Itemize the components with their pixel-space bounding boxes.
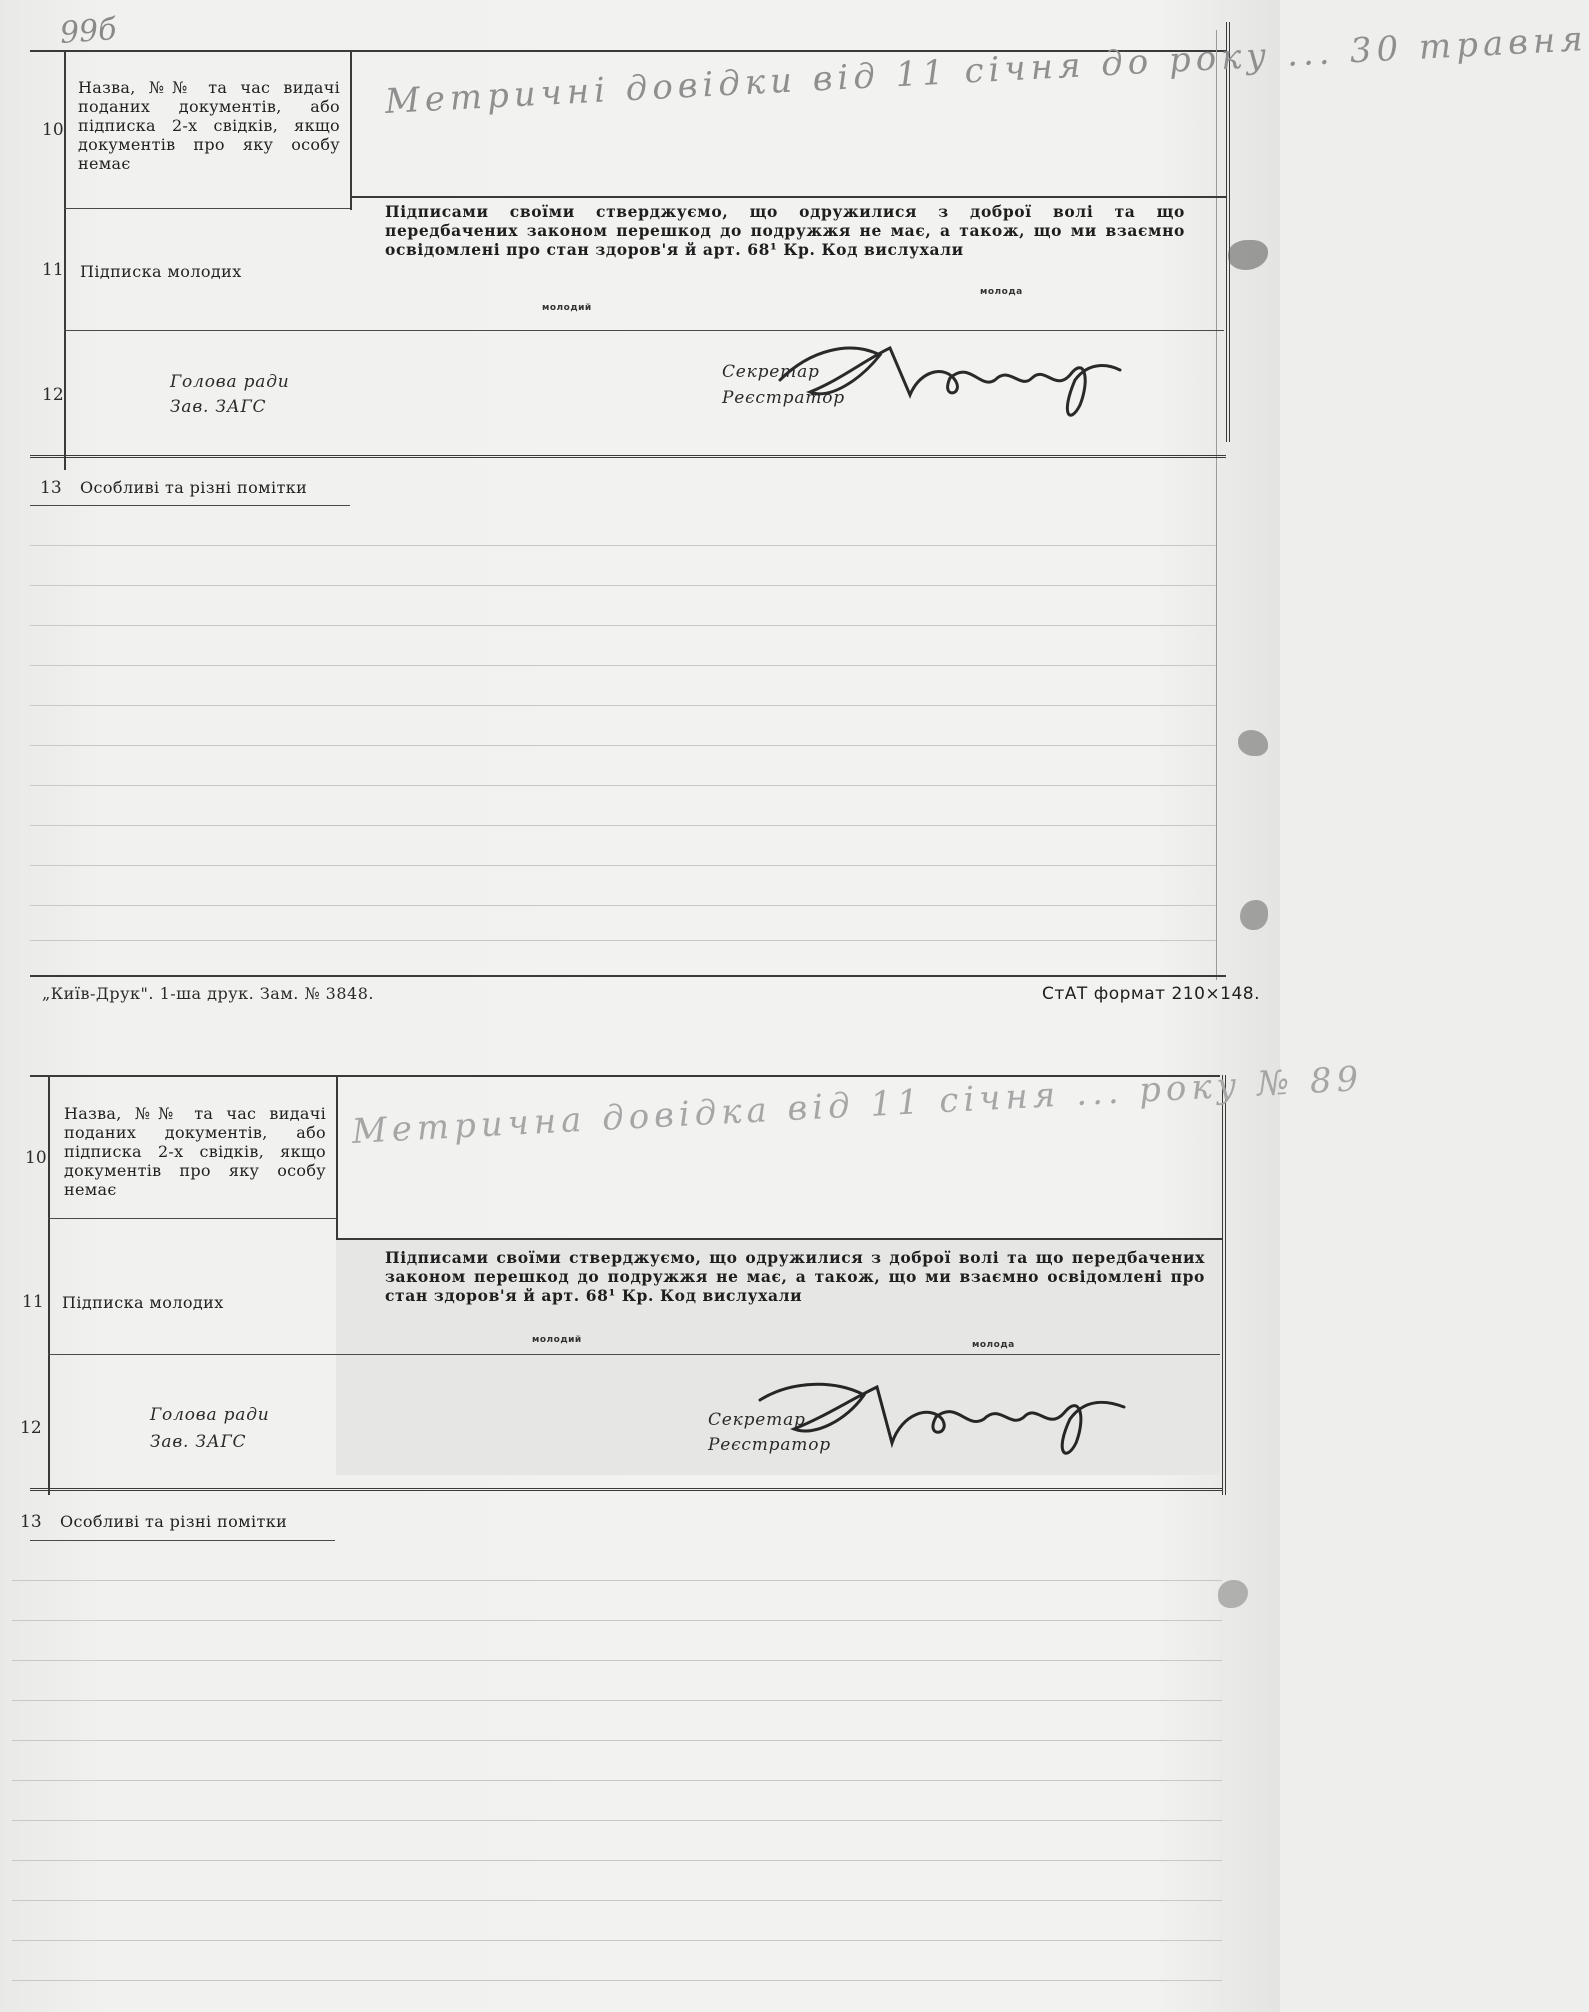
ruled-line [30,785,1216,786]
ruled-line [12,1940,1222,1941]
ruled-line [12,1780,1222,1781]
ruled-line [30,585,1216,586]
notes-underline [30,505,350,506]
notes-underline [30,1540,335,1541]
registrar-label: Реєстратор [722,388,845,408]
printer-imprint: „Київ-Друк". 1-ша друк. Зам. № 3848. [42,984,374,1003]
right-border [1222,1075,1226,1495]
ruled-line [12,1900,1222,1901]
row-number: 10 [42,120,64,140]
ruled-line [30,940,1216,941]
documents-handwritten: Метрична довідка від 11 січня ... року № 89 [350,1059,1365,1152]
documents-label: Назва, №№ та час видачі поданих документів, або підписка 2-х свідків, якщо документів про яку особу немає [64,1104,326,1199]
label-column-line [336,1075,338,1245]
torn-edge-mark [1238,730,1268,756]
right-border [1226,22,1230,442]
signature-of-spouses-label: Підписка молодих [80,262,242,281]
secretary-label: Секретар [722,362,820,382]
ruled-line [12,1700,1222,1701]
signature-of-spouses-label: Підписка молодих [62,1293,224,1312]
ruled-line [12,1620,1222,1621]
documents-label: Назва, №№ та час видачі поданих документів, або підписка 2-х свідків, якщо документів про яку особу немає [78,78,340,173]
num-column-line [64,50,66,470]
form-format: СтАТ формат 210×148. [1042,984,1261,1004]
row-number: 12 [42,385,64,405]
ruled-line [12,1980,1222,1981]
right-inner-border [1216,30,1217,980]
row10-divider [336,1238,1222,1240]
ruled-line [30,745,1216,746]
ruled-line [30,865,1216,866]
row-number: 12 [20,1418,42,1438]
bride-label: молода [972,1340,1015,1350]
row-number: 11 [22,1292,44,1312]
zags-head-label: Зав. ЗАГС [150,1432,247,1452]
num-column-line [48,1075,50,1495]
zags-head-label: Зав. ЗАГС [170,397,267,417]
signature-image [770,320,1130,430]
documents-handwritten: Метричні довідки від 11 січня до року ... 30 травня [383,18,1589,122]
row10-label-divider [64,208,350,209]
ruled-line [12,1820,1222,1821]
secretary-label: Секретар [708,1410,806,1430]
row10-divider [350,196,1226,198]
ruled-line [30,905,1216,906]
groom-label: молодий [542,303,592,313]
notes-label: Особливі та різні помітки [80,478,308,497]
row10-label-divider [48,1218,336,1219]
ruled-line [30,825,1216,826]
signature-image [752,1355,1132,1465]
torn-edge-mark [1218,1580,1248,1608]
torn-edge-mark [1228,240,1268,270]
row-number: 13 [40,478,62,498]
ruled-line [12,1580,1222,1581]
ruled-line [30,625,1216,626]
row-number: 13 [20,1512,42,1532]
row12-divider [30,1488,1222,1491]
head-of-council-label: Голова ради [150,1405,270,1425]
ruled-line [12,1740,1222,1741]
record-bottom-border [30,975,1226,977]
head-of-council-label: Голова ради [170,372,290,392]
ruled-line [12,1660,1222,1661]
notes-label: Особливі та різні помітки [60,1512,288,1531]
groom-label: молодий [532,1335,582,1345]
row12-divider [30,455,1226,458]
declaration-text: Підписами своїми стверджуємо, що одружилися з доброї волі та що передбачених законом перешкод до подружжя не має, а також, що ми взаємно освідомлені про стан здоров'я й арт. 68¹ Кр. Код вислухали [385,1248,1205,1305]
ruled-line [30,665,1216,666]
torn-edge-mark [1240,900,1268,930]
bride-label: молода [980,287,1023,297]
label-column-line [350,50,352,210]
row-number: 11 [42,260,64,280]
ruled-line [12,1860,1222,1861]
registrar-label: Реєстратор [708,1435,831,1455]
ruled-line [30,545,1216,546]
row-number: 10 [25,1148,47,1168]
declaration-text: Підписами своїми стверджуємо, що одружилися з доброї волі та що передбачених законом перешкод до подружжя не має, а також, що ми взаємно освідомлені про стан здоров'я й арт. 68¹ Кр. Код вислухали [385,202,1185,259]
page-number: 99б [58,12,118,51]
ruled-line [30,705,1216,706]
